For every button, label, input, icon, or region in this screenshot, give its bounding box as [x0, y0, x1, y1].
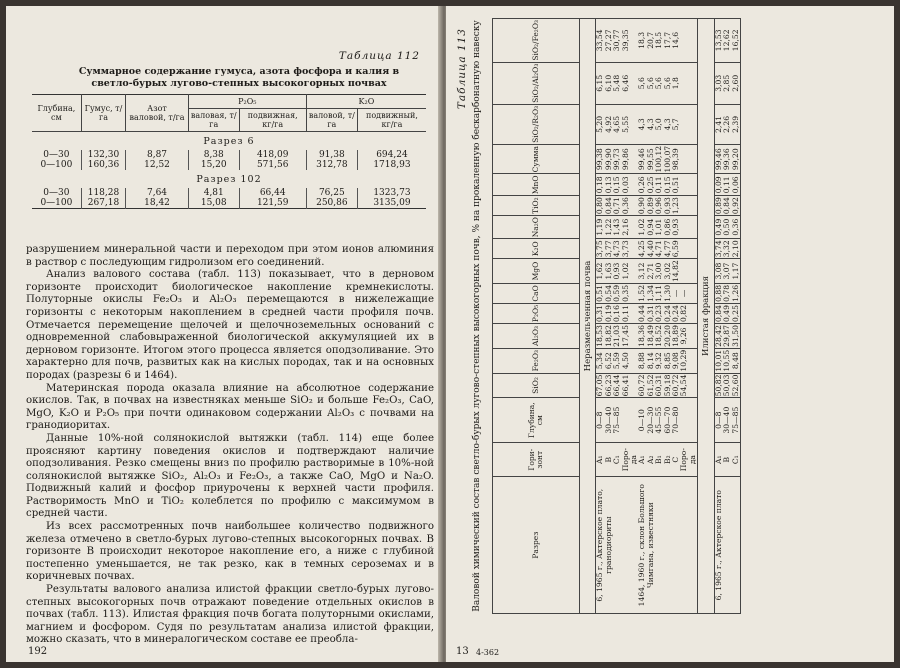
table-cell: 1464, 1960 г., склон Большого Чимгана, известняки: [638, 477, 697, 614]
table-cell: 121,59: [239, 198, 306, 209]
table-cell: 0,44 0,31 0,23 0,24 0,24 0,82: [638, 303, 697, 323]
table-cell: 12,52: [126, 160, 189, 170]
table-cell: 60,72 61,52 60,31 59,18 60,72 54,54: [638, 373, 697, 398]
table-113-label: Таблица 113: [456, 28, 468, 110]
table-cell: 0,26 0,25 0,11 0,15 0,51: [638, 174, 697, 196]
table-cell: 3,12 2,71 3,00 3,02 14,82: [638, 259, 697, 284]
table-cell: 18,36 18,49 18,52 20,20 18,89 9,26: [638, 324, 697, 349]
column-header: SiO₂/R₂O₃: [493, 104, 580, 144]
table-cell: 6, 1965 г., Актерское плато: [714, 477, 740, 614]
table-cell: 0—8 30—40 75—85: [596, 398, 639, 443]
table-cell: 267,18: [81, 198, 125, 209]
table-cell: 132,30: [81, 150, 125, 160]
table-cell: 0—30: [32, 150, 81, 160]
paragraph: Материнская порода оказала влияние на абсолютное содержание окислов. Так, в почвах на известняках меньше SiO₂ и больше Fe₂O₃, CaO, MgO, K₂O и P₂O₅ при почти одинаковом содержании Al₂O₃ с почвами на гранодиоритах.: [26, 382, 434, 432]
column-header: Разрез: [493, 477, 580, 614]
table-cell: 18,3 20,7 18,5 17,7 14,6: [638, 19, 697, 63]
table-cell: 15,20: [188, 160, 239, 170]
table-112-title: Суммарное содержание гумуса, азота фосфора и калия в светло-бурых лугово-степных высокогорных почвах: [78, 66, 400, 89]
column-header: K₂O: [493, 239, 580, 259]
table-cell: 3,03 2,85 2,60: [714, 62, 740, 104]
column-header: Na₂O: [493, 216, 580, 239]
table-cell: 33,54 27,27 30,77 39,35: [596, 19, 639, 63]
table-cell: 6, 1965 г., Актерское плато, гранодиориты: [596, 477, 639, 614]
table-cell: 67,05 66,23 66,44 66,41: [596, 373, 639, 398]
col-p-total: валовая, т/га: [188, 109, 239, 132]
table-cell: 694,24: [376, 150, 408, 160]
table-cell: 0,31 0,19 0,16 0,11: [596, 303, 639, 323]
table-cell: 8,88 8,14 9,32 8,85 9,08 10,29: [638, 348, 697, 373]
col-k2o: K₂O: [306, 95, 426, 109]
table-cell: 4,25 4,40 4,71 4,77 6,59: [638, 239, 697, 259]
section-title: Разрез 102: [196, 174, 262, 185]
table-cell: 99,38 99,90 99,73 99,86: [596, 144, 639, 174]
table-cell: 0—8 30—40 75—85: [714, 398, 740, 443]
table-cell: 91,38: [306, 150, 357, 160]
subtitle-row: [580, 19, 596, 614]
table-cell: 160,36: [81, 160, 125, 170]
column-header: Глубина, см: [493, 398, 580, 443]
table-cell: 99,46 99,55 100,12 100,07 98,39: [638, 144, 697, 174]
column-header: P₂O₅: [493, 303, 580, 323]
table-cell: 0,80 0,84 0,71 0,36: [596, 196, 639, 216]
table-cell: 1,19 1,22 1,43 2,16: [596, 216, 639, 239]
body-text: [26, 244, 434, 647]
paragraph: разрушением минеральной части и переходом при этом ионов алюминия в раствор с последующим гидролизом его соединений.: [26, 244, 434, 268]
table-cell: 1323,73: [373, 188, 411, 198]
table-cell: 1,62 1,63 0,93 1,02: [596, 259, 639, 284]
table-cell: 3,08 3,07 1,17: [714, 259, 740, 284]
table-cell: 0,49 0,50 0,36: [714, 216, 740, 239]
table-cell: 3135,09: [373, 198, 411, 208]
column-header: SiO₂: [493, 373, 580, 398]
table-subtitle: Илистая фракция: [698, 19, 714, 614]
table-cell: 8,87: [126, 150, 189, 160]
left-page: [6, 6, 442, 662]
table-cell: 8,38: [188, 150, 239, 160]
table-row: [596, 19, 639, 614]
col-nitrogen: Азот валовой, т/га: [126, 95, 189, 132]
table-cell: 0—10 20—30 45—55 60—70 70—80: [638, 398, 697, 443]
table-row: [32, 198, 426, 209]
table-cell: 0,09 0,11 0,06: [714, 174, 740, 196]
table-cell: 0—100: [32, 198, 81, 209]
table-cell: 1718,93: [373, 160, 411, 170]
table-cell: 0,84 0,49 0,25: [713, 305, 740, 322]
table-cell: 571,56: [239, 160, 306, 170]
column-header: MgO: [493, 259, 580, 284]
printer-signature: 4-362: [476, 648, 500, 657]
table-112-label: Таблица 112: [338, 50, 420, 62]
col-p-mobile: подвижная, кг/га: [239, 109, 306, 132]
column-header: Сумма: [493, 144, 580, 174]
table-113-header: [493, 19, 580, 614]
table-cell: 418,09: [239, 150, 306, 160]
table-cell: A₁ B C₁ Поро- да: [596, 443, 639, 477]
table-113-title: Валовой химический состав светло-бурых лугово-степных высокогорных почв, % на прокаленную бескарбонатную навеску: [472, 20, 482, 612]
table-cell: 6,15 6,10 5,48 6,46: [596, 62, 639, 104]
table-cell: 0,90 0,89 0,96 0,93 1,23: [638, 196, 697, 216]
col-p2o5: P₂O₅: [188, 95, 306, 109]
table-row: [32, 160, 426, 170]
col-humus: Гумус, т/га: [81, 95, 125, 132]
paragraph: Результаты валового анализа илистой фракции светло-бурых лугово-степных высокогорных почв отражают поведение отдельных окислов в почвах (табл. 113). Илистая фракция почв богата полуторными окислами, магнием и фосфором. Судя по результатам анализа илистой фракции, можно сказать, что в минералогическом составе ее преобла-: [26, 584, 434, 646]
paragraph: Данные 10%-ной солянокислой вытяжки (табл. 114) еще более проясняют картину поведения окислов и подтверждают наличие оподзоливания. Резко смещены вниз по профилю растворимые в 10%-ной солянокислой вытяжке SiO₂, Al₂O₃ и Fe₂O₃, а также CaO, MgO и Na₂O. Подвижный калий и фосфор приурочены к верхней части профиля. Растворимость MnO и TiO₂ колеблется по профилю с максимумом в средней части.: [26, 432, 434, 520]
table-cell: 10,01 10,55 8,48: [713, 349, 740, 372]
section-title: Разрез 6: [203, 136, 255, 147]
table-cell: 3,75 3,77 4,73 3,73: [596, 239, 639, 259]
table-cell: 0,18 0,13 0,15 0,03: [596, 174, 639, 196]
paragraph: Анализ валового состава (табл. 113) показывает, что в дерновом горизонте происходит биологическое накопление кремнекислоты. Полуторные окислы Fe₂O₃ и Al₂O₃ перемещаются в нижележащие горизонты с некоторым накоплением в средней части профиля почв. Отмечается перемещение щелочей и щелочноземельных оснований с одновременной слабовыраженной биологической аккумуляцией их в дерновом горизонте. Итогом этого процесса является оподзоливание. Это характерно для почв, развитых как на кислых породах, так и на основных породах (разрезы 6 и 1464).: [26, 269, 434, 381]
table-cell: 0,89 0,84 0,92: [713, 197, 740, 215]
table-cell: 76,25: [306, 188, 357, 198]
table-cell: 7,64: [126, 188, 189, 198]
table-cell: 15,08: [188, 198, 239, 209]
table-cell: 0,88 0,78 1,26: [713, 284, 740, 302]
column-header: CaO: [493, 283, 580, 303]
col-k-total: валовой, т/га: [306, 109, 357, 132]
section-row: [32, 170, 426, 188]
col-depth: Глубина, см: [32, 95, 81, 132]
table-cell: 1,52 1,34 1,11 1,30 — —: [638, 283, 697, 303]
table-cell: 1,02 0,94 1,01 0,86 0,93: [638, 216, 697, 239]
table-cell: 50,82 50,03 52,60: [713, 374, 740, 397]
rotated-table-113: [454, 18, 890, 614]
table-cell: A₁ B C₁: [714, 443, 740, 477]
column-header: Al₂O₃: [493, 324, 580, 349]
table-row: [32, 150, 426, 160]
col-k-mobile: подвижный, кг/га: [357, 109, 426, 132]
table-row: [714, 19, 740, 614]
table-cell: 5,20 4,92 4,65 5,55: [596, 104, 639, 144]
table-cell: 18,42: [126, 198, 189, 209]
right-page: [446, 6, 894, 662]
table-cell: 118,28: [81, 188, 125, 198]
table-cell: 66,44: [239, 188, 306, 198]
table-cell: 5,6 5,6 5,6 5,6 1,8: [638, 62, 697, 104]
column-header: SiO₂/Fe₂O₃: [493, 19, 580, 63]
column-header: MnO: [493, 174, 580, 196]
subtitle-row: [698, 19, 714, 614]
paragraph: Из всех рассмотренных почв наибольшее количество подвижного железа отмечено в светло-бурых лугово-степных высокогорных почвах. В горизонте B происходит некоторое накопление его, а ниже с глубиной постепенно уменьшается, не так резко, как в темных сероземах и в коричневых почвах.: [26, 521, 434, 583]
table-113-body: [580, 19, 741, 614]
table-cell: 2,41 2,26 2,39: [714, 104, 740, 144]
table-cell: 99,46 99,36 99,20: [714, 144, 740, 174]
table-cell: 0—100: [32, 160, 81, 170]
page-number-left: 192: [28, 646, 48, 657]
page-number-right: 13: [456, 646, 469, 657]
table-cell: 0—30: [32, 188, 81, 198]
table-112: [32, 94, 426, 209]
table-cell: 312,78: [306, 160, 357, 170]
section-row: [32, 132, 426, 151]
table-cell: 0,51 0,54 0,59 0,35: [596, 283, 639, 303]
table-subtitle: Неразмельченная почва: [580, 19, 596, 614]
table-row: [32, 188, 426, 198]
column-header: Гори-зонт: [493, 443, 580, 477]
table-cell: 13,53 12,62 16,52: [714, 19, 740, 63]
table-cell: 4,81: [188, 188, 239, 198]
table-cell: 4,3 4,3 5,0 4,3 5,7: [638, 104, 697, 144]
table-cell: 250,86: [306, 198, 357, 209]
table-cell: 18,53 18,82 21,03 17,45: [596, 324, 639, 349]
column-header: SiO₂/Al₂O₃: [493, 62, 580, 104]
table-113: [492, 18, 741, 614]
table-cell: A₁ A₂ B₁ B₂ C Поро- да: [638, 443, 697, 477]
table-cell: 3,74 3,32 2,10: [713, 240, 740, 258]
table-cell: 5,34 6,52 5,59 4,50: [596, 348, 639, 373]
table-cell: 28,42 29,87 31,50: [713, 325, 740, 347]
table-112-body: [32, 132, 426, 209]
table-row: [638, 19, 697, 614]
column-header: Fe₂O₃: [493, 348, 580, 373]
column-header: TiO₂: [493, 196, 580, 216]
